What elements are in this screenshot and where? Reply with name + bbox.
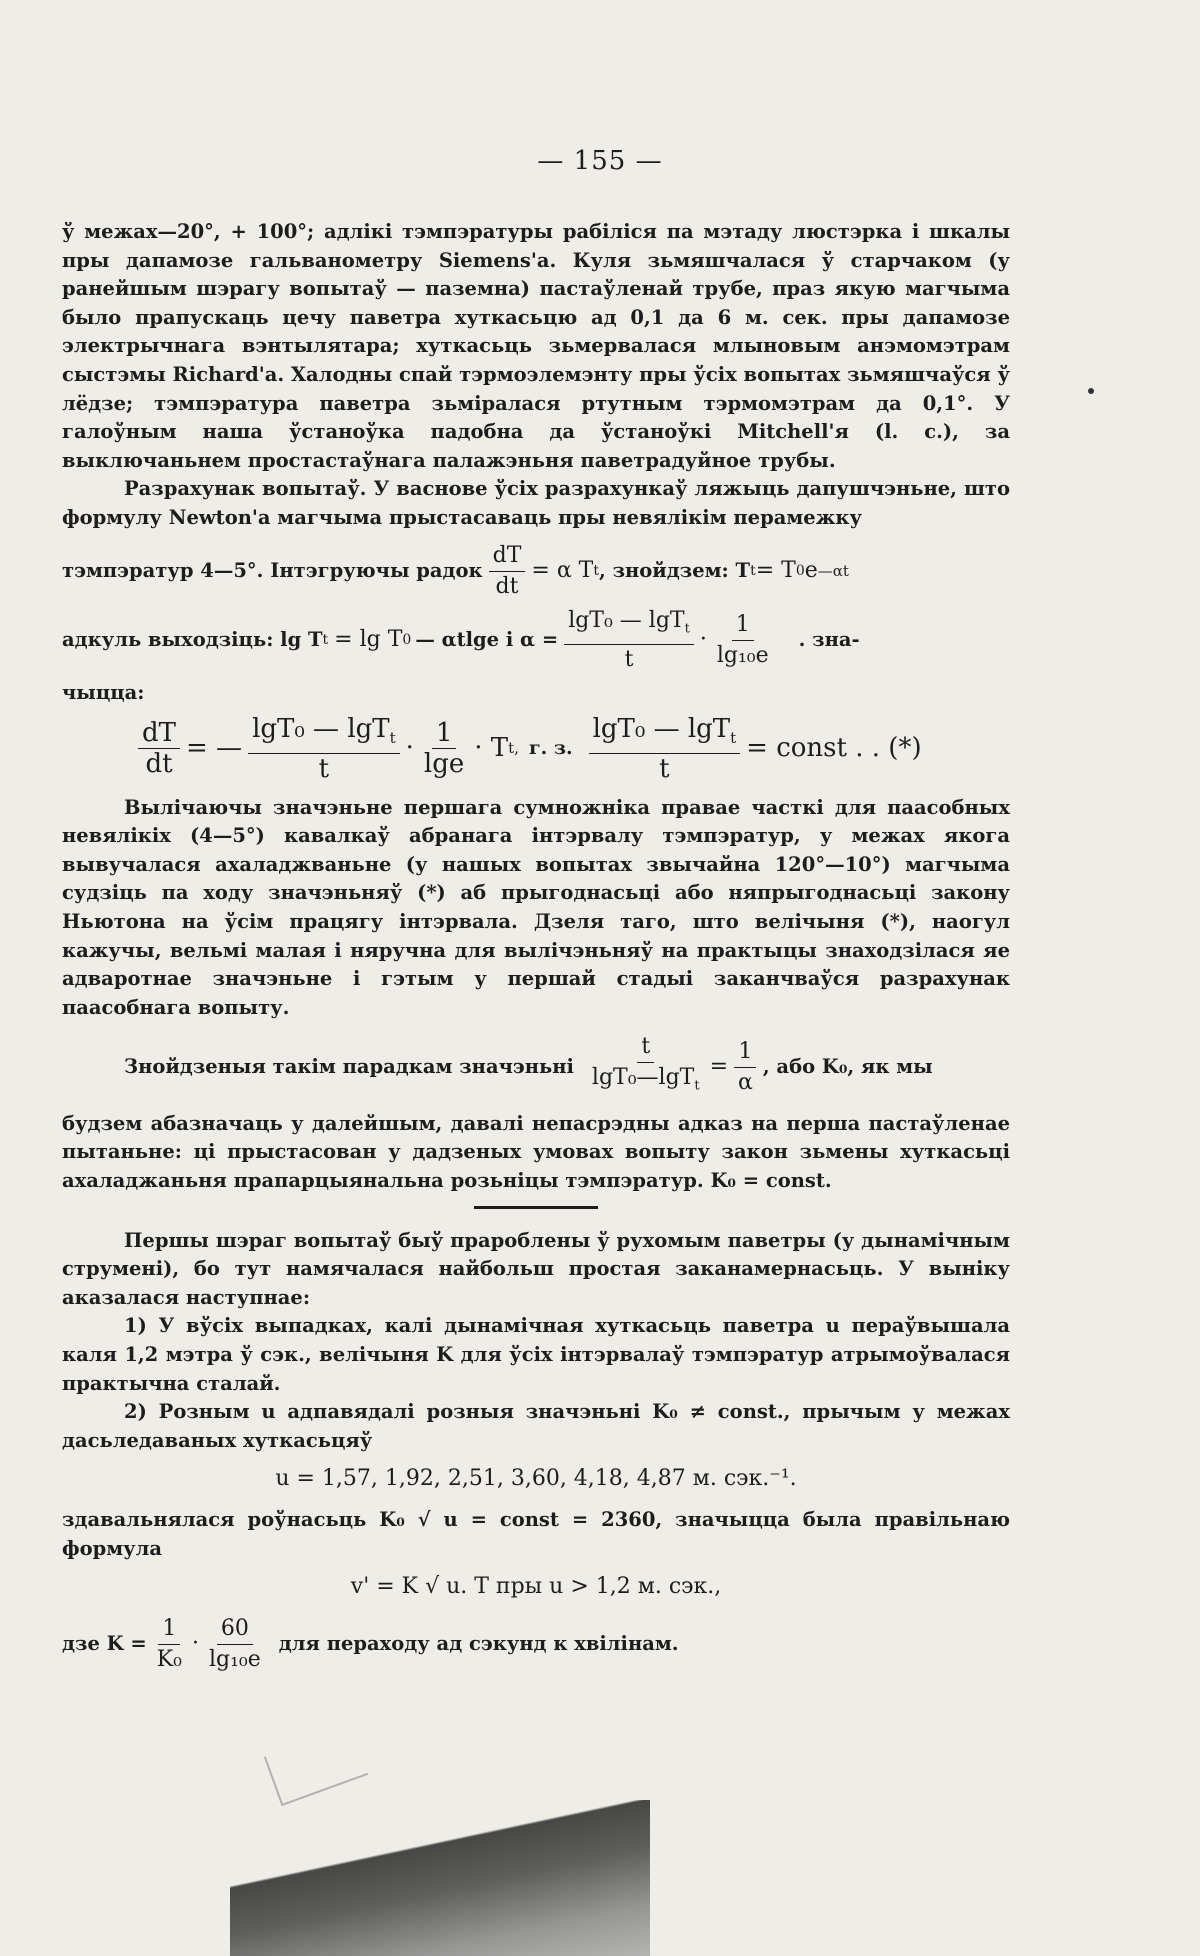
subscript: t [750,562,756,579]
equation-differential: $\frac{dT}{dt}$ = — $\frac{\lg T_0 — \lg T_t}{t}$ · $\frac{1}{\lg e}$ · T t, г. з. $\frac{\lg T_0 — \lg T_t}{t}$ = const . . (*) [132,714,1010,784]
fraction [588,1032,704,1101]
fraction-numerator: 60 [217,1614,253,1645]
paragraph-method: ў межах—20°, + 100°; адлікі тэмпэратуры рабіліся па мэтаду люстэрка і шкалы пры дапамозе гальванометру Siemens'a. Куля зьмяшчалася ў старчаком (у ранейшым шэрагу вопытаў — паземна) пастаўленай трубе, праз якую магчыма было прапускаць цечу паветра хуткасьцю ад 0,1 да 6 м. сек. пры дапамозе электрычнага вэнтылятара; хуткасьць зьмервалася млыновым анэмомэтрам сыстэмы Richard'a. Халодны спай тэрмоэлемэнту пры ўсіх вопытах зьмяшчаўся ў лёдзе; тэмпэратура паветра зьміралася ртутным тэрмомэтрам да 0,1°. У галоўным наша ўстаноўка падобна да ўстаноўкі Mitchell'я (l. c.), за выключаньнем простастаўнага палажэньня паветрадуйное трубы. [62,220,1010,472]
page-body [62,218,1010,1679]
equation-term: , знойдзем: T [599,558,751,582]
fraction-numerator: 1 [432,718,457,749]
fraction-denominator: dt [495,573,519,599]
equation-k0 [124,1032,1010,1101]
fraction [205,1614,265,1675]
paragraph-calculation-text: У васнове ўсіх разрахункаў ляжыць дапушчэньне, што формулу Newton'а магчыма прыстасаваць пры невялікім перамежку [62,477,1011,529]
scan-corner-shadow [230,1800,650,1956]
fraction [420,718,468,779]
equation-lead: тэмпэратур 4—5°. Інтэгруючы радок [62,558,483,582]
subscript: t [593,562,599,579]
equation-lead: адкуль выходзіць: lg T [62,627,323,651]
equation-abbrev: г. з. [528,737,573,760]
fraction [138,718,180,779]
equation-formula: v' = K √ u. T пры u > 1,2 м. сэк., [350,1574,722,1600]
fraction-numerator: t [637,1032,654,1063]
fraction [564,606,694,675]
paragraph-formula-intro: здавальнялася роўнасьць K₀ √ u = const = 2360, значыцца была правільнаю формула [62,1507,1010,1560]
fraction-numerator: 1 [734,1037,756,1068]
fraction-numerator: lgT₀ — lgT$_t$ [248,714,400,754]
fraction-numerator: lgT₀ — lgT$_t$ [564,606,694,645]
pencil-mark [264,1726,368,1806]
equation-term: — αtlge і α = [415,627,559,651]
paragraph-answer: будзем абазначаць у далейшым, давалі непасрэдны адказ на перша пастаўленае пытаньне: ці прыстасован у дадзеных умовах вопыту закон зьмены хуткасьці ахаладжаньня прапарцыянальна розьніцы тэмпэратур. K₀ = const. [62,1111,1010,1193]
equation-tail: . зна- [798,627,860,651]
fraction-denominator: t [318,753,330,784]
equation-k: дзе K = $\frac{1}{\text{K₀}}$ · $\frac{60}{\text{lg₁₀e}}$ для пераходу ад сэкунд к хвілінам. [62,1614,1010,1675]
fraction-denominator: lg₁₀e [208,1646,261,1672]
velocity-values: u = 1,57, 1,92, 2,51, 3,60, 4,18, 4,87 м. сэк.⁻¹. [275,1466,797,1492]
page-number: — 155 — [537,146,663,176]
equation-log: адкуль выходзіць: lg T t = lg T 0 — αtlge і α = $\frac{\lg T_0 — \lg T_t}{t}$ · $\frac{1}{\text{lg₁₀e}}$ . зна- [62,606,1010,675]
equation-term: = α T [531,557,594,583]
equation-continuation: чыцца: [62,680,145,704]
equation-integration: тэмпэратур 4—5°. Інтэгруючы радок $\frac{dT}{dt}$ = α T t , знойдзем: T t = T 0 e —αt [62,541,1010,602]
equation-const: = const . . (*) [746,733,922,764]
fraction [153,1614,186,1675]
equation-term: = [709,1053,728,1079]
fraction [734,1037,757,1098]
fraction-denominator: t [659,753,670,784]
fraction-numerator: dT [489,541,526,572]
fraction-denominator: lge [423,749,465,780]
fraction-denominator: K₀ [156,1646,182,1672]
fraction-numerator: lgT₀ — lgT$_t$ [589,714,741,754]
fraction-denominator: lgT₀—lgT$_t$ [591,1065,700,1094]
fraction-numerator: 1 [732,610,754,641]
fraction-denominator: α [738,1069,753,1095]
fraction-denominator: t [624,646,634,672]
equation-lead: дзе K = [62,1631,147,1655]
list-item-1: 1) У вўсіх выпадках, калі дынамічная хуткасьць паветра u пераўвышала каля 1,2 мэтра ў сэк., велічыня K для ўсіх інтэрвалаў тэмпэратур атрымоўвалася практычна сталай. [62,1314,1010,1395]
equation-term: = T [755,557,796,583]
equation-term: = lg T [334,626,403,652]
fraction [713,610,773,671]
fraction-denominator: dt [145,749,173,780]
equation-tail: для пераходу ад сэкунд к хвілінам. [278,1631,679,1655]
fraction [589,714,741,784]
fraction-numerator: 1 [158,1614,180,1645]
equation-lead: Знойдзеныя такім парадкам значэньні [124,1054,574,1078]
fraction [248,714,400,784]
paragraph-evaluation: Вылічаючы значэньне першага сумножніка правае часткі для паасобных невялікіх (4—5°) кавалкаў абранага інтэрвалу тэмпэратур, у межах якога вывучалася ахаладжваньне (у нашых вопытах звычайна 120°—10°) магчыма судзіць па ходу значэньняў (*) аб прыгоднасьці або няпрыгоднасьці закону Ньютона на ўсім працягу інтэрвала. Дзеля таго, што велічыня (*), наогул кажучы, вельмі малая і няручна для вылічэньняў на практыцы знаходзілася яе адваротнае значэньне і гэтым у першай стадыі заканчваўся разрахунак паасобнага вопыту. [62,795,1010,1019]
equation-term: · T [474,733,509,764]
equation-tail: , або K₀, як мы [762,1054,933,1078]
fraction [489,541,526,602]
fraction-denominator: lg₁₀e [716,642,769,668]
runin-heading: Разрахунак вопытаў. [124,477,367,501]
paragraph-calculation [62,475,1010,532]
section-divider [474,1206,598,1209]
superscript: —αt [817,561,849,580]
paragraph-first-series: Першы шэраг вопытаў быў прароблены ў рухомым паветры (у дынамічным струмені), бо тут намячалася найбольш простая заканамернасьць. У выніку аказалася наступнае: [62,1228,1010,1309]
list-item-2: 2) Розным u адпавядалі розныя значэньні K₀ ≠ const., прычым у межах дасьледаваных хуткасьцяў [62,1400,1010,1452]
fraction-numerator: dT [138,718,180,749]
ink-dot [1088,388,1094,394]
